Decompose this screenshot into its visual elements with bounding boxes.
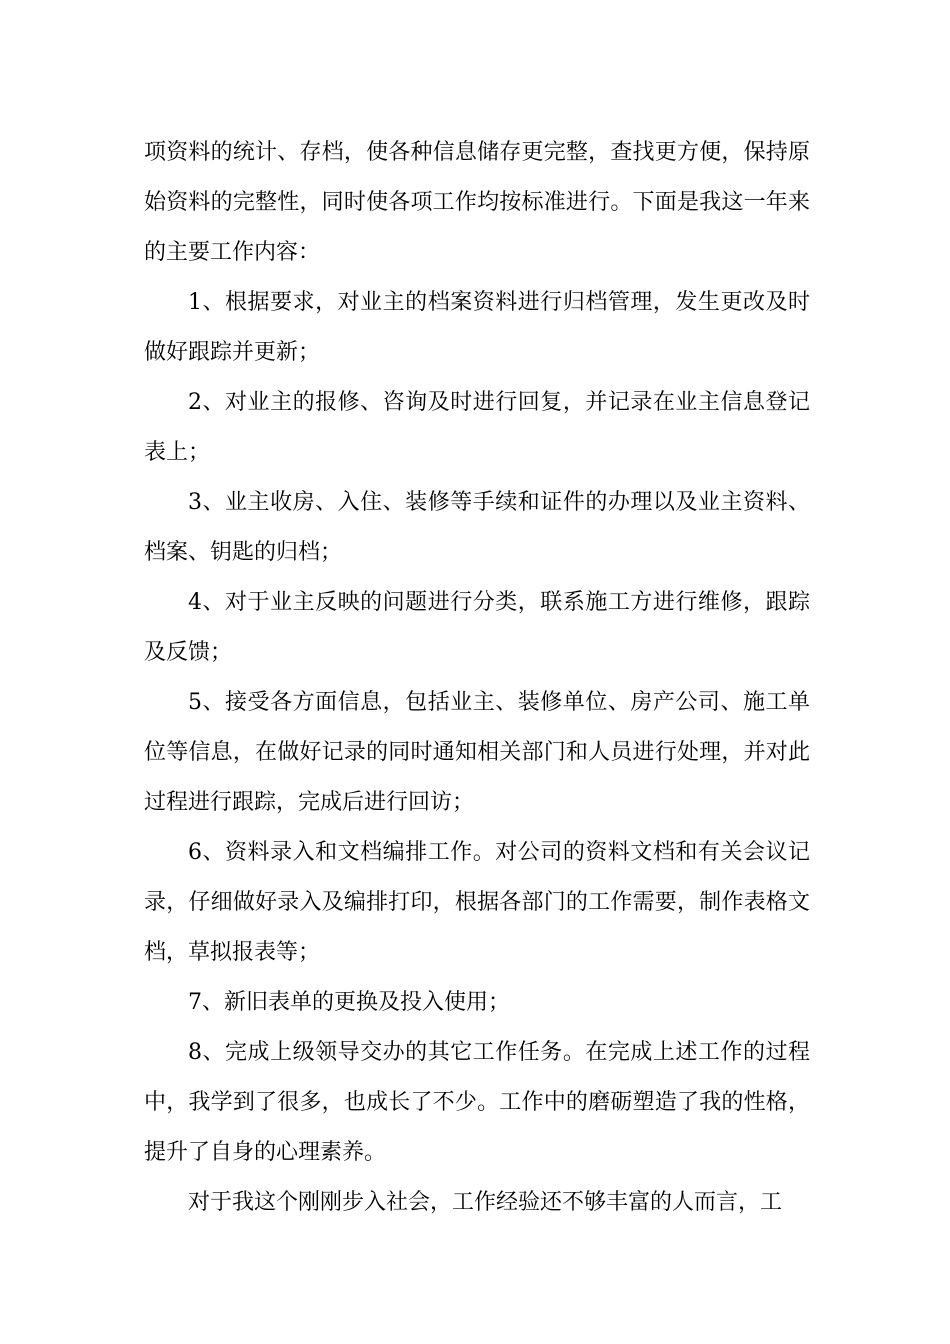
list-item-2: 2、对业主的报修、咨询及时进行回复，并记录在业主信息登记表上； xyxy=(144,390,810,465)
list-item-5: 5、接受各方面信息，包括业主、装修单位、房产公司、施工单位等信息，在做好记录的同时通知相关部门和人员进行处理，并对此过程进行跟踪，完成后进行回访； xyxy=(144,690,810,815)
document-body xyxy=(144,128,810,1228)
list-item-8: 8、完成上级领导交办的其它工作任务。在完成上述工作的过程中，我学到了很多，也成长了不少。工作中的磨砺塑造了我的性格，提升了自身的心理素养。 xyxy=(144,1040,810,1165)
list-item-3: 3、业主收房、入住、装修等手续和证件的办理以及业主资料、档案、钥匙的归档； xyxy=(144,490,810,565)
list-item-7: 7、新旧表单的更换及投入使用； xyxy=(188,990,510,1015)
list-item-4: 4、对于业主反映的问题进行分类，联系施工方进行维修，跟踪及反馈； xyxy=(144,590,810,665)
paragraph-intro-continued: 项资料的统计、存档，使各种信息储存更完整，查找更方便，保持原始资料的完整性，同时使各项工作均按标准进行。下面是我这一年来的主要工作内容： xyxy=(144,140,810,265)
list-item-6: 6、资料录入和文档编排工作。对公司的资料文档和有关会议记录，仔细做好录入及编排打印，根据各部门的工作需要，制作表格文档，草拟报表等； xyxy=(144,840,810,965)
paragraph-closing: 对于我这个刚刚步入社会，工作经验还不够丰富的人而言，工 xyxy=(188,1190,783,1215)
list-item-1: 1、根据要求，对业主的档案资料进行归档管理，发生更改及时做好跟踪并更新； xyxy=(144,290,810,365)
